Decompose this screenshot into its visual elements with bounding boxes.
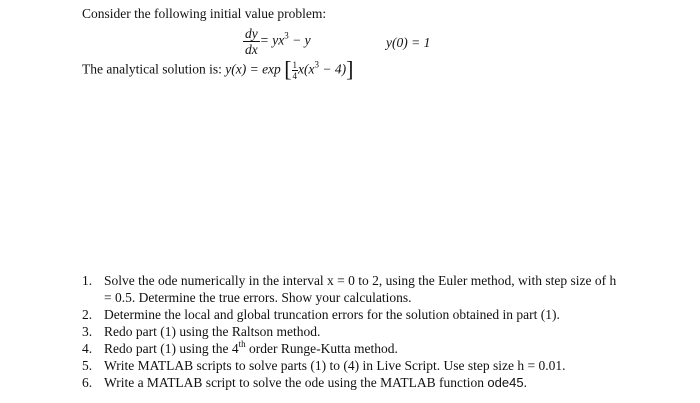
task-text: Write MATLAB scripts to solve parts (1) to (4) in Live Script. Use step size h = 0.01.: [104, 358, 566, 373]
analytical-tail: − 4): [319, 61, 347, 77]
task-superscript: th: [238, 339, 246, 349]
analytical-prefix: The analytical solution is:: [82, 61, 226, 77]
analytical-exponent: 3: [314, 59, 319, 70]
ode-rhs-exponent: 3: [284, 30, 289, 41]
quarter-num: 1: [292, 60, 298, 70]
ode-equation: [243, 26, 311, 57]
task-item-6: [82, 374, 682, 391]
task-number: 6.: [82, 375, 93, 390]
task-number: 2.: [82, 307, 93, 322]
task-item-2: [82, 306, 682, 323]
analytical-solution: [82, 56, 354, 82]
task-item-3: [82, 323, 682, 340]
task-item-4: [82, 340, 682, 357]
task-list: [82, 272, 682, 391]
task-text-post: order Runge-Kutta method.: [245, 341, 398, 356]
initial-condition: y(0) = 1: [386, 35, 431, 50]
right-bracket: ]: [346, 56, 354, 82]
task-number: 4.: [82, 341, 93, 356]
task-text-post: .: [523, 375, 527, 390]
task-text: Solve the ode numerically in the interval x = 0 to 2, using the Euler method, with step size of h: [104, 273, 617, 288]
quarter-den: 4: [292, 71, 298, 81]
task-item-5: [82, 357, 682, 374]
ode-derivative: [243, 26, 260, 57]
task-code: ode45: [487, 375, 524, 390]
ode-rhs: = yx: [259, 32, 285, 48]
task-text-pre: Write a MATLAB script to solve the ode using the MATLAB function: [104, 375, 488, 390]
task-text-pre: Redo part (1) using the 4: [104, 341, 239, 356]
intro-text: Consider the following initial value problem:: [82, 6, 327, 21]
left-bracket: [: [284, 56, 292, 82]
analytical-lhs: y(x) = exp: [225, 61, 281, 77]
ode-derivative-den: dx: [245, 42, 258, 57]
task-text: Redo part (1) using the Raltson method.: [104, 324, 321, 339]
task-item-1: [82, 272, 682, 289]
task-number: 1.: [82, 273, 93, 288]
task-number: 5.: [82, 358, 93, 373]
task-text: = 0.5. Determine the true errors. Show your calculations.: [104, 290, 412, 305]
ode-rhs-tail: − y: [288, 32, 311, 48]
ode-derivative-num: dy: [245, 26, 258, 41]
task-number: 3.: [82, 324, 93, 339]
analytical-body: x(x: [298, 61, 315, 77]
task-text: Determine the local and global truncation errors for the solution obtained in part (1).: [104, 307, 560, 322]
task-item-1-cont: [82, 289, 682, 306]
